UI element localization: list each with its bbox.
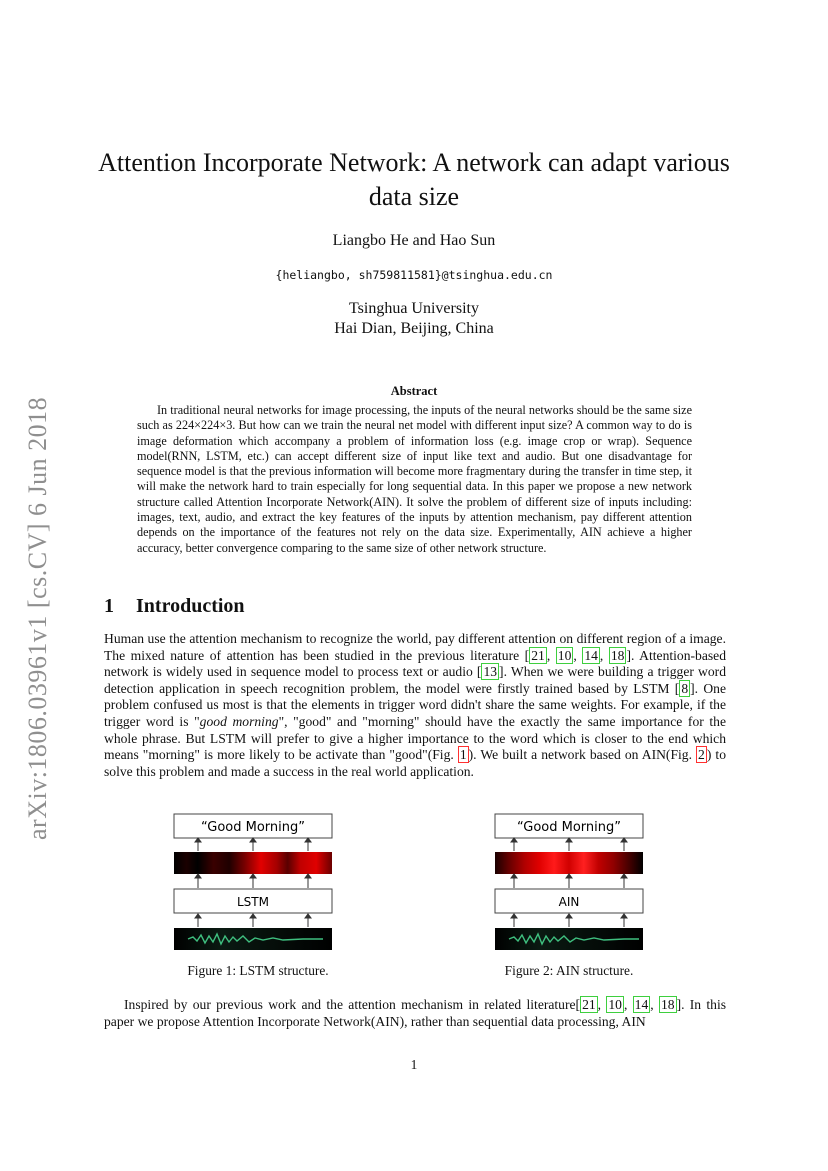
block-label: AIN	[558, 895, 580, 909]
intro-text: ]. When we were building a trigger word detection application in speech recognition problem, the model were firstly trained based by LSTM [	[104, 664, 726, 696]
figure-1-caption: Figure 1: LSTM structure.	[187, 963, 329, 978]
arrows-bottom	[511, 914, 627, 927]
body-paragraph: Inspired by our previous work and the attention mechanism in related literature[ 21 , 10 , 14 , 18 ]. In this paper we propose Attention Incorporate Network(AIN), rather than sequential data processing, AIN	[104, 997, 727, 1029]
abstract-text: In traditional neural networks for image processing, the inputs of the neural networks should be the same size such as 224×224×3. But how can we train the neural net model with different input size? A common way to do is image deformation which accompany a problem of information loss (e.g. image crop or wrap). Sequence model(RNN, LSTM, etc.) can accept different size of input like text and audio. But one disadvantage for sequence model is that the previous information will become more fragmentary during the transfer in time step, it will make the network hard to train especially for long sequential data. In this paper we propose a new network structure called Attention Incorporate Network(AIN). It solve the problem of different size of inputs including: images, text, audio, and extract the key features of the inputs by attention mechanism, pay different attention depends on the importance of the features not rely on the data size. Experimentally, AIN achieve a higher accuracy, better convergence comparing to the same size of other network structure.	[137, 403, 692, 555]
citation-link[interactable]: 18	[610, 647, 625, 663]
page-number: 1	[410, 1057, 418, 1072]
section-title: Introduction	[136, 595, 245, 617]
citation-link[interactable]: 10	[608, 997, 622, 1012]
intro-text: ", "good" and "morning" should have the exactly the same importance for the whole phrase. But LSTM will prefer to give a higher importance to the word which is closer to the end which means "morning" is more likely to be activate than "good"(Fig.	[104, 713, 726, 763]
paper-title: Attention Incorporate Network: A network can adapt various data size	[98, 148, 730, 211]
figure-ref-link[interactable]: 1	[459, 747, 467, 763]
arrows-top	[195, 838, 311, 851]
citation-link[interactable]: 21	[531, 647, 545, 663]
affiliation	[0, 299, 828, 339]
affiliation-line-1: Tsinghua University	[349, 300, 479, 317]
citation-link[interactable]: 18	[660, 997, 675, 1012]
intro-paragraph: Human use the attention mechanism to recognize the world, pay different attention on different region of a image. The mixed nature of attention has been studied in the previous literature [ 21 , 10 , 14 , 18 ]. Attention-based network is widely used in sequence model to process text or audio [ 13 ]. When we were building a trigger word detection application in speech recognition problem, the model were firstly trained based by LSTM [ 8 ]. One problem confused us most is that the elements in trigger word didn't share the same weights. For example, if the trigger word is "good morning", "good" and "morning" should have the exactly the same importance for the whole phrase. But LSTM will prefer to give a higher importance to the word which is closer to the end which means "morning" is more likely to be activate than "good"(Fig. 1 ). We built a network based on AIN(Fig. 2 ) to solve this problem and made a success in the real world application.	[104, 631, 727, 779]
arxiv-stamp: arXiv:1806.03961v1 [cs.CV] 6 Jun 2018	[23, 396, 52, 840]
section-number: 1	[104, 595, 114, 617]
figure-2	[484, 810, 664, 959]
section-heading	[104, 595, 245, 618]
citation-link[interactable]: 8	[681, 680, 689, 696]
intro-text: ) to solve this problem and made a success in the real world application.	[104, 747, 726, 779]
attention-heatmap	[495, 852, 643, 874]
citation-link[interactable]: 14	[584, 647, 598, 663]
figure-ref-link[interactable]: 2	[698, 747, 705, 763]
ain-diagram	[484, 810, 664, 955]
intro-text: ). We built a network based on AIN(Fig.	[468, 747, 697, 763]
intro-text: ]. Attention-based network is widely used in sequence model to process text or audio [	[104, 647, 727, 680]
arrows-top	[511, 838, 627, 851]
body-text: ]. In this paper we propose Attention Incorporate Network(AIN), rather than sequential data processing, AIN	[104, 997, 727, 1029]
citation-link[interactable]: 21	[582, 997, 596, 1012]
emphasis-text: good morning	[199, 713, 279, 729]
abstract-heading: Abstract	[390, 384, 438, 398]
citation-link[interactable]: 10	[557, 647, 572, 663]
arrows-mid	[195, 874, 311, 888]
output-label: “Good Morning”	[517, 820, 621, 835]
intro-text: Human use the attention mechanism to recognize the world, pay different attention on different region of a image. The mixed nature of attention has been studied in the previous literature [	[104, 631, 726, 663]
author-email: {heliangbo, sh759811581}@tsinghua.edu.cn	[275, 268, 553, 282]
arrows-bottom	[195, 914, 311, 927]
figure-2-caption: Figure 2: AIN structure.	[504, 963, 634, 978]
body-text: Inspired by our previous work and the attention mechanism in related literature[	[124, 997, 581, 1012]
output-label: “Good Morning”	[201, 820, 305, 835]
attention-heatmap	[174, 852, 332, 874]
arrows-mid	[511, 874, 627, 888]
citation-link[interactable]: 13	[483, 664, 498, 680]
intro-text: ]. One problem confused us most is that the elements in trigger word didn't share the same weights. For example, if the trigger word is "	[104, 680, 726, 729]
figure-1	[173, 810, 353, 959]
lstm-diagram	[173, 810, 353, 955]
citation-link[interactable]: 14	[634, 997, 649, 1012]
authors: Liangbo He and Hao Sun	[332, 232, 496, 249]
affiliation-line-2: Hai Dian, Beijing, China	[334, 320, 494, 337]
block-label: LSTM	[237, 895, 269, 909]
